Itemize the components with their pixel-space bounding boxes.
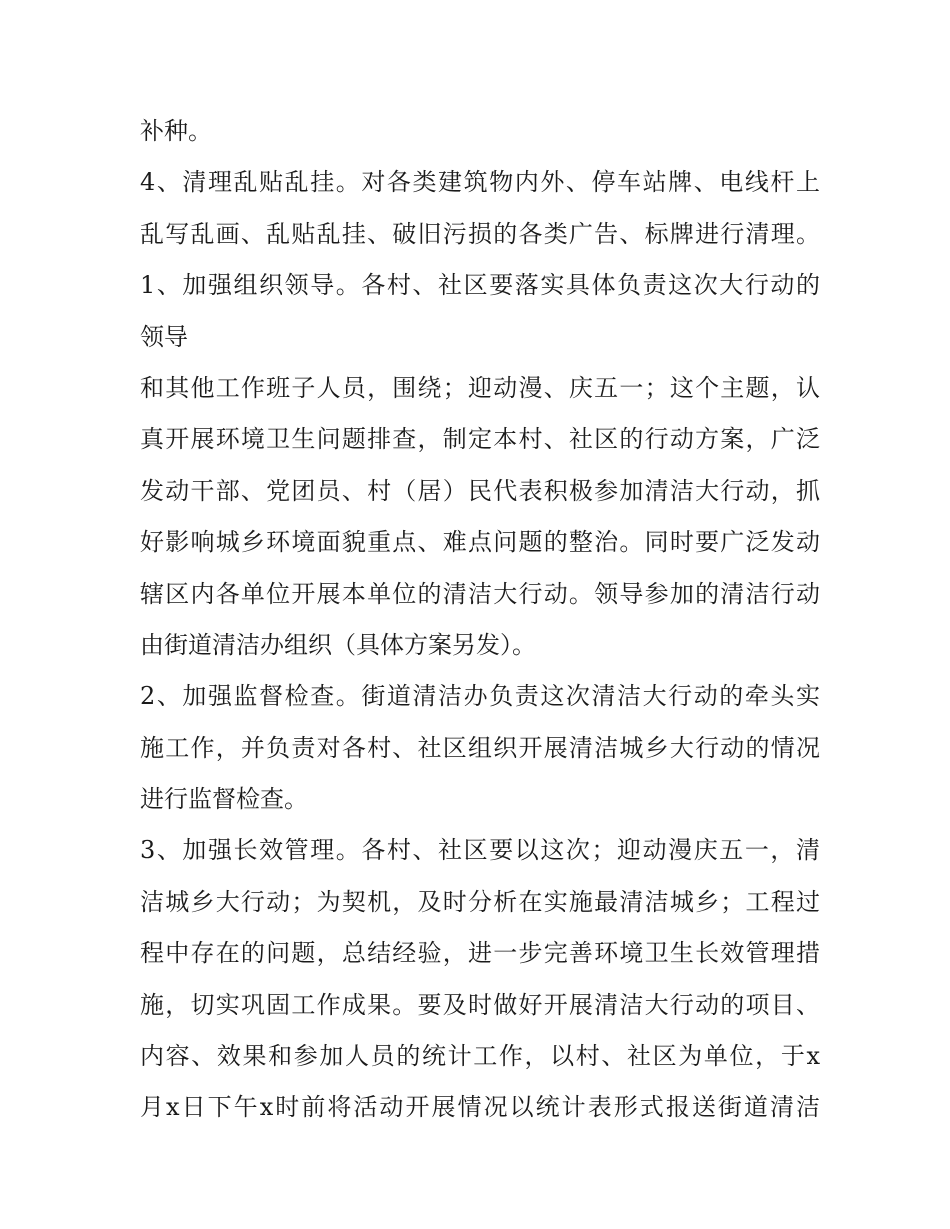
text-line: 进行监督检查。 [140, 785, 308, 814]
text-line: 施工作，并负责对各村、社区组织开展清洁城乡大行动的情况 [140, 733, 820, 762]
text-line: 2、加强监督检查。街道清洁办负责这次清洁大行动的牵头实 [140, 682, 820, 711]
text-line: 4、清理乱贴乱挂。对各类建筑物内外、停车站牌、电线杆上 [140, 168, 820, 197]
text-line: 月x日下午x时前将活动开展情况以统计表形式报送街道清洁 [140, 1093, 820, 1122]
text-line: 由街道清洁办组织（具体方案另发）。 [140, 630, 536, 659]
text-line: 和其他工作班子人员，围绕；迎动漫、庆五一；这个主题，认 [140, 373, 820, 402]
text-line: 补种。 [140, 117, 212, 145]
text-line: 3、加强长效管理。各村、社区要以这次；迎动漫庆五一，清 [140, 836, 820, 865]
text-line: 好影响城乡环境面貌重点、难点问题的整治。同时要广泛发动 [140, 528, 820, 557]
text-line: 真开展环境卫生问题排查，制定本村、社区的行动方案，广泛 [140, 425, 820, 454]
body-text [140, 106, 820, 1134]
text-line: 施，切实巩固工作成果。要及时做好开展清洁大行动的项目、 [140, 990, 820, 1019]
text-line: 内容、效果和参加人员的统计工作，以村、社区为单位，于x [140, 1042, 820, 1071]
text-line: 乱写乱画、乱贴乱挂、破旧污损的各类广告、标牌进行清理。 [140, 219, 820, 248]
text-line: 辖区内各单位开展本单位的清洁大行动。领导参加的清洁行动 [140, 579, 820, 608]
text-line: 洁城乡大行动；为契机，及时分析在实施最清洁城乡；工程过 [140, 887, 820, 916]
text-line: 程中存在的问题，总结经验，进一步完善环境卫生长效管理措 [140, 939, 820, 968]
text-line: 领导 [140, 322, 188, 351]
text-line: 1、加强组织领导。各村、社区要落实具体负责这次大行动的 [140, 271, 820, 300]
text-line: 发动干部、党团员、村（居）民代表积极参加清洁大行动，抓 [140, 476, 820, 505]
